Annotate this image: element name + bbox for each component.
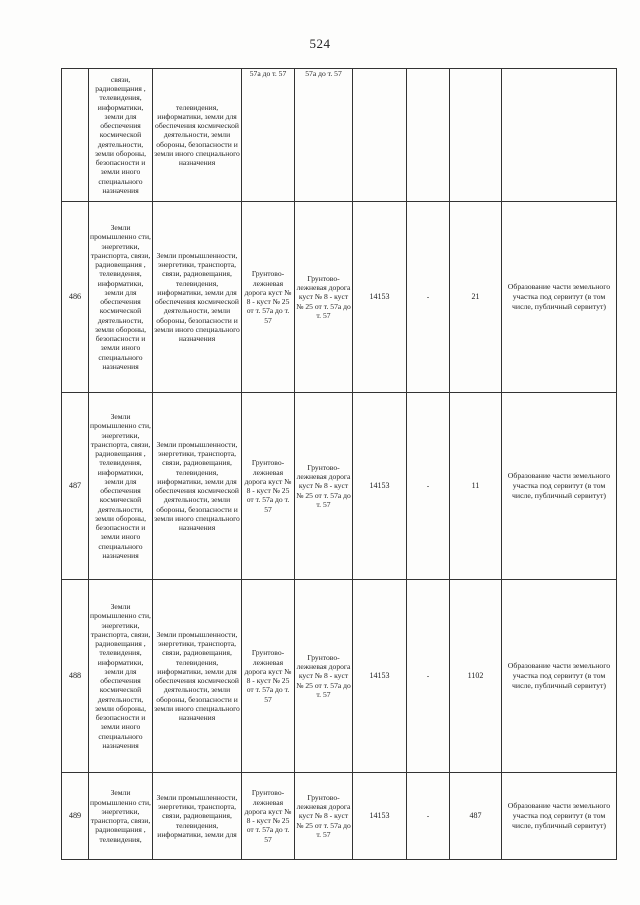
code-cell: 14153 xyxy=(353,773,407,860)
location-to-cell: Грунтово-лежневая дорога куст № 8 - куст № 25 от т. 57а до т. 57 xyxy=(295,773,353,860)
location-to-cell: 57а до т. 57 xyxy=(295,69,353,202)
location-from-cell: Грунтово-лежневая дорога куст № 8 - куст № 25 от т. 57а до т. 57 xyxy=(242,393,295,580)
page-number: 524 xyxy=(309,36,331,51)
code-cell xyxy=(353,69,407,202)
land-category-cell: связи, радиовещания , телевидения, информатики, земли для обеспечения космической деятельности, земли обороны, безопасности и земли иного специального назначения xyxy=(89,69,153,202)
location-to-cell: Грунтово-лежневая дорога куст № 8 - куст № 25 от т. 57а до т. 57 xyxy=(295,580,353,773)
location-from-cell: 57а до т. 57 xyxy=(242,69,295,202)
row-number xyxy=(62,69,89,202)
permitted-use-cell: Земли промышленности, энергетики, транспорта, связи, радиовещания, телевидения, информатики, земли для обеспечения космической деятельности, земли обороны, безопасности и земли иного специального назначения xyxy=(153,202,242,393)
location-from-cell: Грунтово-лежневая дорога куст № 8 - куст № 25 от т. 57а до т. 57 xyxy=(242,773,295,860)
row-number: 486 xyxy=(62,202,89,393)
purpose-cell xyxy=(502,69,617,202)
permitted-use-cell: Земли промышленности, энергетики, транспорта, связи, радиовещания, телевидения, информатики, земли для xyxy=(153,773,242,860)
dash-cell xyxy=(407,69,450,202)
dash-cell: - xyxy=(407,580,450,773)
area-cell xyxy=(450,69,502,202)
location-to-cell: Грунтово-лежневая дорога куст № 8 - куст № 25 от т. 57а до т. 57 xyxy=(295,393,353,580)
land-category-cell: Земли промышленно сти, энергетики, транспорта, связи, радиовещания , телевидения, информатики, земли для обеспечения космической деятельности, земли обороны, безопасности и земли иного специального назначения xyxy=(89,393,153,580)
code-cell: 14153 xyxy=(353,580,407,773)
purpose-cell: Образование части земельного участка под сервитут (в том числе, публичный сервитут) xyxy=(502,580,617,773)
table-row xyxy=(62,69,617,202)
table-row xyxy=(62,202,617,393)
purpose-cell: Образование части земельного участка под сервитут (в том числе, публичный сервитут) xyxy=(502,393,617,580)
code-cell: 14153 xyxy=(353,202,407,393)
row-number: 488 xyxy=(62,580,89,773)
area-cell: 21 xyxy=(450,202,502,393)
table-row xyxy=(62,580,617,773)
location-from-cell: Грунтово-лежневая дорога куст № 8 - куст № 25 от т. 57а до т. 57 xyxy=(242,580,295,773)
land-category-cell: Земли промышленно сти, энергетики, транспорта, связи, радиовещания , телевидения, информатики, земли для обеспечения космической деятельности, земли обороны, безопасности и земли иного специального назначения xyxy=(89,580,153,773)
dash-cell: - xyxy=(407,393,450,580)
permitted-use-cell: телевидения, информатики, земли для обеспечения космической деятельности, земли обороны, безопасности и земли иного специального назначения xyxy=(153,69,242,202)
permitted-use-cell: Земли промышленности, энергетики, транспорта, связи, радиовещания, телевидения, информатики, земли для обеспечения космической деятельности, земли обороны, безопасности и земли иного специального назначения xyxy=(153,393,242,580)
area-cell: 11 xyxy=(450,393,502,580)
permitted-use-cell: Земли промышленности, энергетики, транспорта, связи, радиовещания, телевидения, информатики, земли для обеспечения космической деятельности, земли обороны, безопасности и земли иного специального назначения xyxy=(153,580,242,773)
row-number: 489 xyxy=(62,773,89,860)
area-cell: 1102 xyxy=(450,580,502,773)
purpose-cell: Образование части земельного участка под сервитут (в том числе, публичный сервитут) xyxy=(502,202,617,393)
area-cell: 487 xyxy=(450,773,502,860)
land-category-cell: Земли промышленно сти, энергетики, транспорта, связи, радиовещания , телевидения, информатики, земли для обеспечения космической деятельности, земли обороны, безопасности и земли иного специального назначения xyxy=(89,202,153,393)
purpose-cell: Образование части земельного участка под сервитут (в том числе, публичный сервитут) xyxy=(502,773,617,860)
code-cell: 14153 xyxy=(353,393,407,580)
row-number: 487 xyxy=(62,393,89,580)
dash-cell: - xyxy=(407,773,450,860)
land-register-table xyxy=(61,68,617,860)
land-category-cell: Земли промышленно сти, энергетики, транспорта, связи, радиовещания , телевидения, xyxy=(89,773,153,860)
location-from-cell: Грунтово-лежневая дорога куст № 8 - куст № 25 от т. 57а до т. 57 xyxy=(242,202,295,393)
table-row xyxy=(62,393,617,580)
dash-cell: - xyxy=(407,202,450,393)
location-to-cell: Грунтово-лежневая дорога куст № 8 - куст № 25 от т. 57а до т. 57 xyxy=(295,202,353,393)
table-row xyxy=(62,773,617,860)
